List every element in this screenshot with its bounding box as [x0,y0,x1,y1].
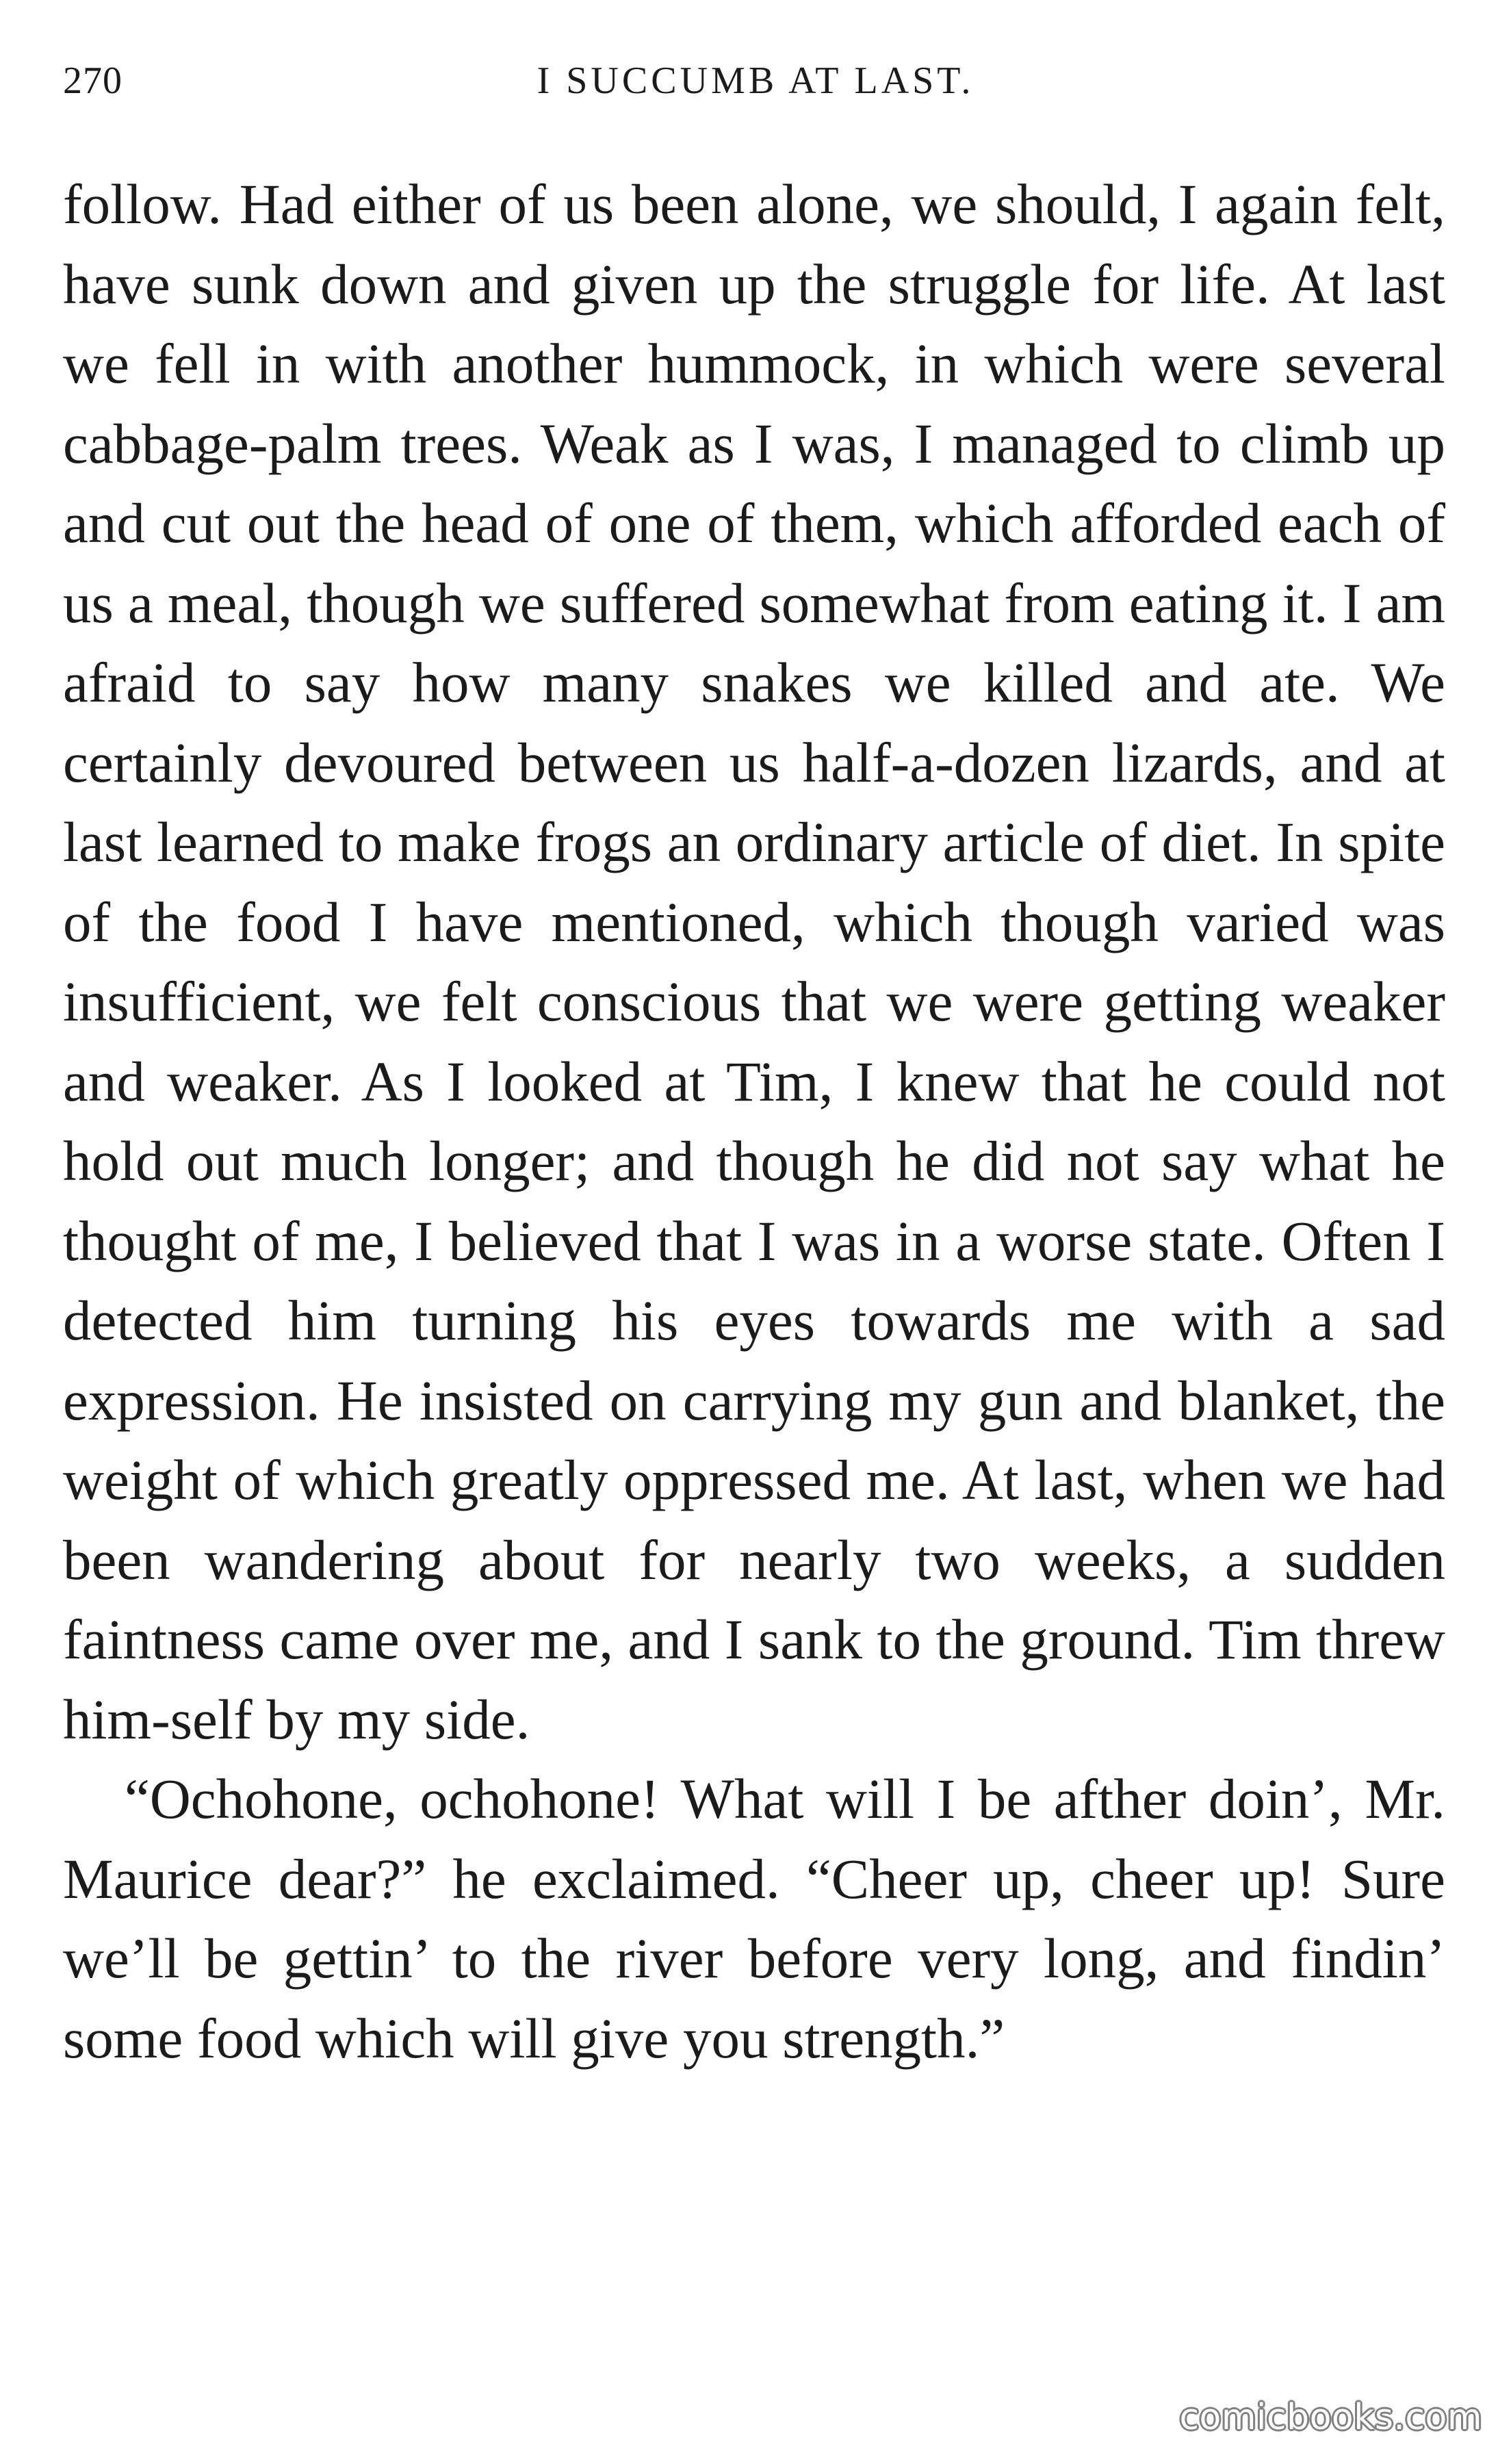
page-header [63,53,1448,108]
running-title: I SUCCUMB AT LAST. [537,60,974,102]
site-watermark: comicbooks.com [1179,2397,1482,2438]
body-text [63,164,1445,2078]
page-number: 270 [63,60,122,102]
paragraph-2: “Ochohone, ochohone! What will I be afther doin’, Mr. Maurice dear?” he exclaimed. “Cheer up, cheer up! Sure we’ll be gettin’ to the river before very long, and findin’ some food which will give you strength.” [63,1767,1445,2070]
paragraph-1: follow. Had either of us been alone, we should, I again felt, have sunk down and given up the struggle for life. At last we fell in with another hummock, in which were several cabbage-palm trees. Weak as I was, I managed to climb up and cut out the head of one of them, which afforded each of us a meal, though we suffered somewhat from eating it. I am afraid to say how many snakes we killed and ate. We certainly devoured between us half-a-dozen lizards, and at last learned to make frogs an ordinary article of diet. In spite of the food I have mentioned, which though varied was insufficient, we felt conscious that we were getting weaker and weaker. As I looked at Tim, I knew that he could not hold out much longer; and though he did not say what he thought of me, I believed that I was in a worse state. Often I detected him turning his eyes towards me with a sad expression. He insisted on carrying my gun and blanket, the weight of which greatly oppressed me. At last, when we had been wandering about for nearly two weeks, a sudden faintness came over me, and I sank to the ground. Tim threw him-self by my side. [63,172,1445,1751]
